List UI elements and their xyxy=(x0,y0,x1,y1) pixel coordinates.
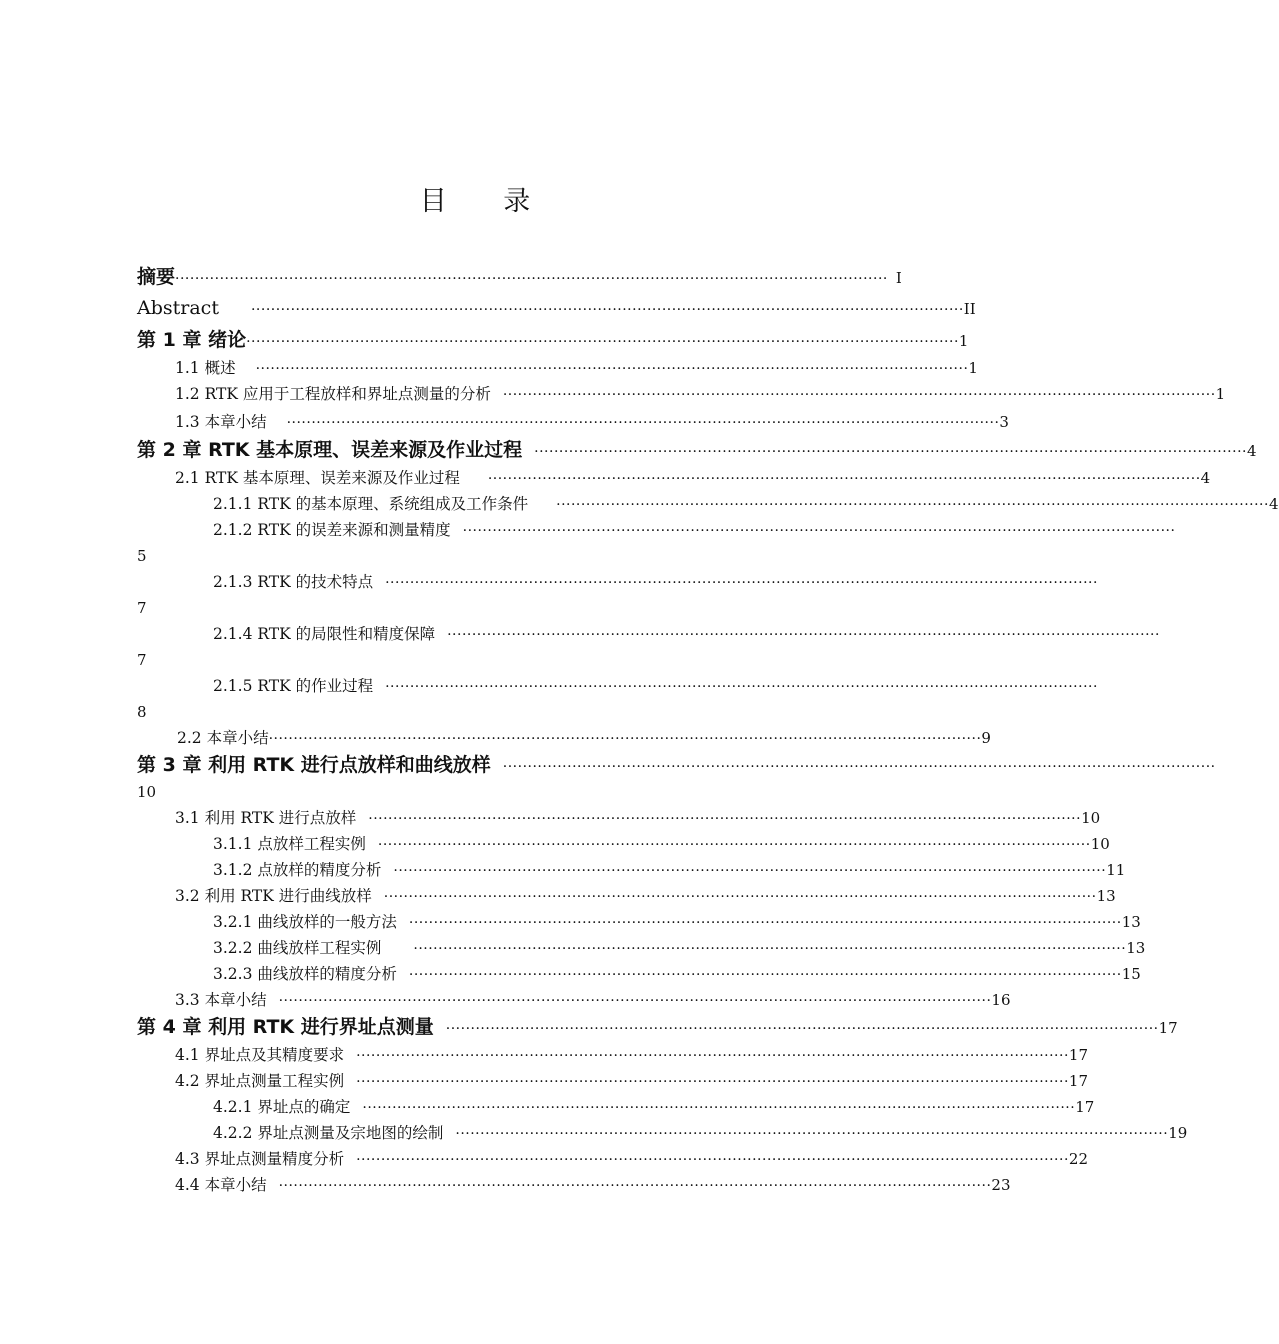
toc-entry-page: 4 xyxy=(1268,495,1279,513)
toc-entry-label: 3.3 本章小结 xyxy=(175,991,267,1009)
dot-leader: ················································································································································ xyxy=(502,759,1216,775)
toc-entry-abstract-en[interactable] xyxy=(137,296,976,322)
toc-entry-page: II xyxy=(963,300,976,318)
dot-leader: ················································································································································ xyxy=(362,1100,1076,1116)
dot-leader: ················································································································································ xyxy=(462,523,1176,539)
dot-leader: ················································································································································ xyxy=(356,1074,1069,1090)
toc-entry-3-2-3[interactable] xyxy=(137,962,1141,987)
dot-leader: ················································································································································ xyxy=(278,1178,992,1194)
toc-entry-chapter-4[interactable] xyxy=(137,1015,1178,1041)
toc-entry-2-1-1[interactable] xyxy=(137,492,1279,517)
toc-entry-page: I xyxy=(895,269,902,287)
dot-leader: ················································································································································ xyxy=(455,1126,1169,1142)
toc-entry-3-2[interactable] xyxy=(137,884,1116,909)
toc-entry-page: 8 xyxy=(137,703,147,721)
toc-entry-label: 第 1 章 绪论 xyxy=(137,329,247,351)
toc-entry-page: 10 xyxy=(137,783,157,801)
toc-entry-label: 2.1.4 RTK 的局限性和精度保障 xyxy=(213,625,436,643)
toc-entry-label: 4.2.1 界址点的确定 xyxy=(213,1098,351,1116)
toc-entry-page: 19 xyxy=(1168,1124,1188,1142)
toc-entry-label: 2.2 本章小结 xyxy=(177,729,269,747)
toc-entry-page: 17 xyxy=(1075,1098,1095,1116)
toc-entry-page: 1 xyxy=(958,332,969,350)
toc-entry-page: 10 xyxy=(1090,835,1110,853)
toc-entry-4-1[interactable] xyxy=(137,1043,1088,1068)
toc-entry-page: 16 xyxy=(991,991,1011,1009)
dot-leader: ················································································································································ xyxy=(487,471,1201,487)
dot-leader: ················································································································································ xyxy=(393,863,1107,879)
toc-entry-page: 11 xyxy=(1106,861,1126,879)
dot-leader: ················································································································································ xyxy=(383,889,1097,905)
dot-leader: ················································································································································ xyxy=(413,941,1127,957)
dot-leader: ················································································································································ xyxy=(250,302,964,318)
toc-entry-chapter-1[interactable] xyxy=(137,328,969,354)
dot-leader: ················································································································································ xyxy=(556,497,1269,513)
toc-entry-label: 2.1.2 RTK 的误差来源和测量精度 xyxy=(213,521,451,539)
dot-leader: ················································································································································ xyxy=(385,679,1098,695)
toc-entry-3-2-1[interactable] xyxy=(137,910,1141,935)
toc-entry-2-1-2[interactable] xyxy=(137,518,1176,543)
dot-leader: ················································································································································ xyxy=(408,967,1122,983)
toc-entry-label: 1.3 本章小结 xyxy=(175,413,267,431)
toc-entry-3-1-2[interactable] xyxy=(137,858,1126,883)
toc-entry-4-2[interactable] xyxy=(137,1069,1088,1094)
dot-leader: ················································································································································ xyxy=(534,444,1247,460)
toc-entry-page: 15 xyxy=(1121,965,1141,983)
toc-entry-1-2[interactable] xyxy=(137,382,1226,407)
toc-entry-label: 3.1 利用 RTK 进行点放样 xyxy=(175,809,357,827)
toc-entry-page: 5 xyxy=(137,547,147,565)
toc-entry-4-2-1[interactable] xyxy=(137,1095,1095,1120)
toc-entry-label: 4.1 界址点及其精度要求 xyxy=(175,1046,345,1064)
toc-entry-label: 3.1.1 点放样工程实例 xyxy=(213,835,366,853)
toc-entry-page: 7 xyxy=(137,651,147,669)
toc-entry-3-1-1[interactable] xyxy=(137,832,1110,857)
dot-leader: ················································································································································ xyxy=(368,811,1082,827)
dot-leader: ················································································································································ xyxy=(356,1152,1069,1168)
toc-entry-label: 第 3 章 利用 RTK 进行点放样和曲线放样 xyxy=(137,754,491,776)
toc-entry-2-1-4[interactable] xyxy=(137,622,1160,647)
toc-entry-4-2-2[interactable] xyxy=(137,1121,1188,1146)
toc-entry-label: 4.4 本章小结 xyxy=(175,1176,267,1194)
dot-leader: ················································································································································ xyxy=(175,271,888,287)
toc-entry-2-1-3[interactable] xyxy=(137,570,1098,595)
dot-leader: ················································································································································ xyxy=(286,415,1000,431)
toc-entry-label: 3.2 利用 RTK 进行曲线放样 xyxy=(175,887,372,905)
toc-entry-page: 1 xyxy=(968,359,978,377)
dot-leader: ················································································································································ xyxy=(385,575,1098,591)
toc-entry-page: 3 xyxy=(999,413,1009,431)
toc-entry-page: 22 xyxy=(1068,1150,1088,1168)
toc-entry-label: 3.2.2 曲线放样工程实例 xyxy=(213,939,382,957)
toc-entry-label: 4.3 界址点测量精度分析 xyxy=(175,1150,345,1168)
toc-entry-label: Abstract xyxy=(137,297,219,319)
toc-entry-2-2[interactable] xyxy=(137,726,991,751)
toc-entry-abstract-cn[interactable] xyxy=(137,265,902,291)
toc-entry-label: 2.1.5 RTK 的作业过程 xyxy=(213,677,374,695)
toc-entry-page: 13 xyxy=(1126,939,1146,957)
toc-entry-chapter-2[interactable] xyxy=(137,438,1257,464)
dot-leader: ················································································································································ xyxy=(356,1048,1069,1064)
toc-entry-page: 1 xyxy=(1215,385,1226,403)
dot-leader: ················································································································································ xyxy=(447,627,1160,643)
toc-entry-4-4[interactable] xyxy=(137,1173,1011,1198)
dot-leader: ················································································································································ xyxy=(377,837,1091,853)
toc-entry-label: 1.2 RTK 应用于工程放样和界址点测量的分析 xyxy=(175,385,491,403)
dot-leader: ················································································································································ xyxy=(255,361,969,377)
toc-entry-label: 第 2 章 RTK 基本原理、误差来源及作业过程 xyxy=(137,439,523,461)
toc-entry-2-1[interactable] xyxy=(137,466,1211,491)
toc-entry-label: 第 4 章 利用 RTK 进行界址点测量 xyxy=(137,1016,434,1038)
toc-entry-1-3[interactable] xyxy=(137,410,1009,435)
toc-entry-label: 2.1.1 RTK 的基本原理、系统组成及工作条件 xyxy=(213,495,529,513)
dot-leader: ················································································································································ xyxy=(502,387,1216,403)
toc-entry-page: 13 xyxy=(1121,913,1141,931)
toc-entry-label: 3.1.2 点放样的精度分析 xyxy=(213,861,382,879)
toc-entry-chapter-3[interactable] xyxy=(137,753,1216,779)
toc-entry-page: 9 xyxy=(981,729,991,747)
toc-entry-page: 4 xyxy=(1200,469,1211,487)
toc-entry-page: 17 xyxy=(1158,1019,1178,1037)
toc-entry-page: 17 xyxy=(1068,1072,1088,1090)
toc-entry-page: 13 xyxy=(1096,887,1116,905)
toc-entry-2-1-5[interactable] xyxy=(137,674,1098,699)
toc-entry-label: 4.2 界址点测量工程实例 xyxy=(175,1072,345,1090)
toc-entry-4-3[interactable] xyxy=(137,1147,1088,1172)
toc-entry-3-2-2[interactable] xyxy=(137,936,1146,961)
toc-entry-label: 3.2.3 曲线放样的精度分析 xyxy=(213,965,397,983)
toc-entry-page: 17 xyxy=(1068,1046,1088,1064)
toc-entry-label: 3.2.1 曲线放样的一般方法 xyxy=(213,913,397,931)
toc-entry-page: 23 xyxy=(991,1176,1011,1194)
dot-leader: ················································································································································ xyxy=(268,731,982,747)
toc-entry-label: 1.1 概述 xyxy=(175,359,236,377)
dot-leader: ················································································································································ xyxy=(278,993,992,1009)
toc-entry-page: 4 xyxy=(1246,442,1257,460)
toc-entry-label: 摘要 xyxy=(137,266,176,288)
page-title: 目 录 xyxy=(419,186,555,217)
dot-leader: ················································································································································ xyxy=(445,1021,1159,1037)
toc-entry-label: 2.1 RTK 基本原理、误差来源及作业过程 xyxy=(175,469,460,487)
toc-entry-page: 10 xyxy=(1081,809,1101,827)
toc-entry-3-1[interactable] xyxy=(137,806,1101,831)
toc-entry-label: 4.2.2 界址点测量及宗地图的绘制 xyxy=(213,1124,444,1142)
toc-entry-3-3[interactable] xyxy=(137,988,1011,1013)
dot-leader: ················································································································································ xyxy=(408,915,1122,931)
toc-entry-1-1[interactable] xyxy=(137,356,978,381)
dot-leader: ················································································································································ xyxy=(246,334,959,350)
toc-entry-page: 7 xyxy=(137,599,147,617)
toc-entry-label: 2.1.3 RTK 的技术特点 xyxy=(213,573,374,591)
